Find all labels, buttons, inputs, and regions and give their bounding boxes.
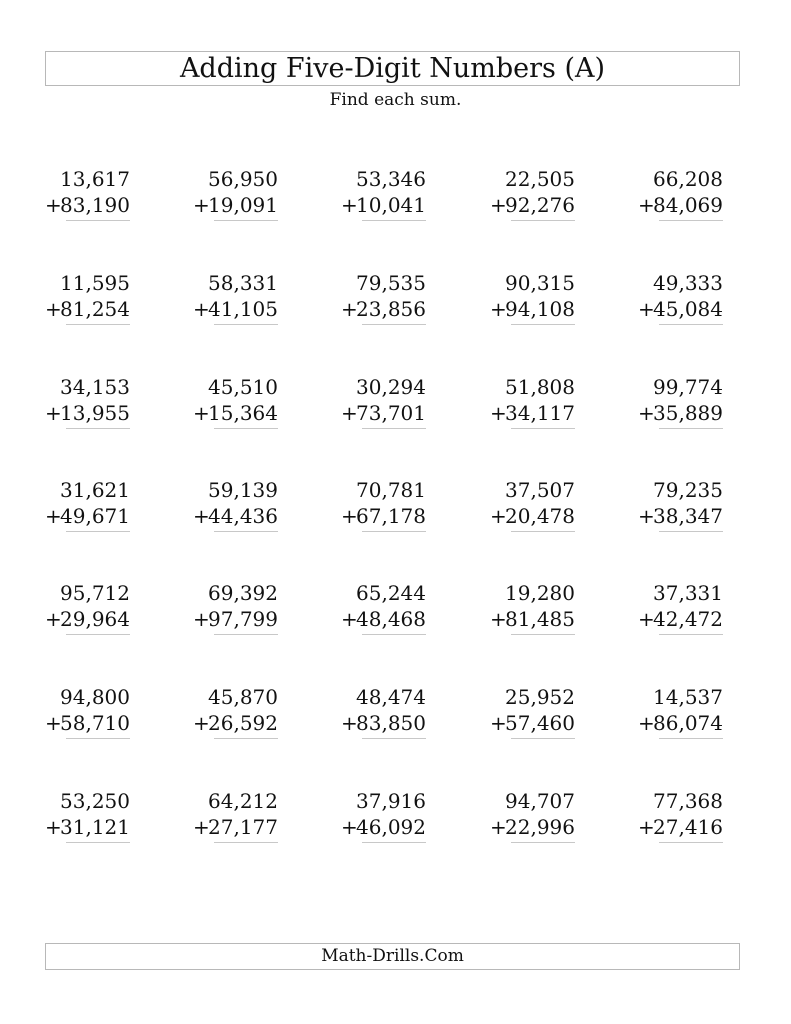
plus-sign: + [638,297,655,321]
addend-top: 13,617 [60,167,130,191]
addend-bottom: 10,041 [356,193,426,217]
addend-top: 59,139 [208,478,278,502]
addend-top: 22,505 [505,167,575,191]
addend-bottom: 27,416 [653,815,723,839]
addend-bottom: 81,485 [505,607,575,631]
answer-line [362,428,426,429]
addition-problem [148,477,278,557]
addend-bottom: 58,710 [60,711,130,735]
plus-sign: + [341,504,358,528]
addend-top: 94,800 [60,685,130,709]
footer-site: Math-Drills.Com [45,943,740,970]
addition-problem [296,166,426,246]
plus-sign: + [490,607,507,631]
addition-problem [0,477,130,557]
plus-sign: + [45,297,62,321]
addend-bottom: 26,592 [208,711,278,735]
plus-sign: + [193,504,210,528]
addend-bottom: 45,084 [653,297,723,321]
addend-bottom: 97,799 [208,607,278,631]
addend-top: 51,808 [505,375,575,399]
answer-line [362,738,426,739]
addend-bottom: 31,121 [60,815,130,839]
answer-line [659,531,723,532]
addend-top: 37,507 [505,478,575,502]
plus-sign: + [490,815,507,839]
addition-problem [445,580,575,660]
addition-problem [148,270,278,350]
addition-problem [296,270,426,350]
addend-bottom: 94,108 [505,297,575,321]
addend-top: 48,474 [356,685,426,709]
addend-top: 45,510 [208,375,278,399]
addend-top: 45,870 [208,685,278,709]
addend-bottom: 84,069 [653,193,723,217]
answer-line [66,634,130,635]
answer-line [659,842,723,843]
addition-problem [593,374,723,454]
answer-line [66,531,130,532]
addend-bottom: 48,468 [356,607,426,631]
answer-line [511,220,575,221]
answer-line [511,738,575,739]
addition-problem [593,477,723,557]
plus-sign: + [193,193,210,217]
addend-bottom: 73,701 [356,401,426,425]
plus-sign: + [193,711,210,735]
addend-top: 31,621 [60,478,130,502]
answer-line [511,531,575,532]
answer-line [66,428,130,429]
plus-sign: + [638,193,655,217]
addition-problem [0,788,130,868]
plus-sign: + [490,711,507,735]
plus-sign: + [638,401,655,425]
addition-problem [0,684,130,764]
addend-bottom: 38,347 [653,504,723,528]
addition-problem [296,477,426,557]
plus-sign: + [490,401,507,425]
addend-bottom: 34,117 [505,401,575,425]
answer-line [66,842,130,843]
addend-bottom: 29,964 [60,607,130,631]
plus-sign: + [193,607,210,631]
addend-bottom: 19,091 [208,193,278,217]
addend-bottom: 13,955 [60,401,130,425]
addition-problem [296,374,426,454]
addition-problem [593,788,723,868]
addition-problem [148,374,278,454]
plus-sign: + [193,297,210,321]
addend-bottom: 15,364 [208,401,278,425]
addition-problem [0,580,130,660]
addition-problem [445,684,575,764]
plus-sign: + [341,815,358,839]
addend-top: 37,331 [653,581,723,605]
addend-bottom: 27,177 [208,815,278,839]
addend-bottom: 92,276 [505,193,575,217]
addend-top: 70,781 [356,478,426,502]
addition-problem [148,166,278,246]
addend-bottom: 83,850 [356,711,426,735]
plus-sign: + [45,711,62,735]
answer-line [659,738,723,739]
addition-problem [593,166,723,246]
addend-top: 56,950 [208,167,278,191]
plus-sign: + [341,607,358,631]
plus-sign: + [638,711,655,735]
addend-top: 65,244 [356,581,426,605]
answer-line [362,220,426,221]
plus-sign: + [490,193,507,217]
addition-problem [0,270,130,350]
addend-bottom: 86,074 [653,711,723,735]
plus-sign: + [490,504,507,528]
addend-top: 30,294 [356,375,426,399]
answer-line [214,738,278,739]
answer-line [362,531,426,532]
answer-line [214,842,278,843]
answer-line [214,220,278,221]
answer-line [66,738,130,739]
answer-line [214,324,278,325]
addend-top: 19,280 [505,581,575,605]
addend-top: 49,333 [653,271,723,295]
addition-problem [148,580,278,660]
answer-line [511,428,575,429]
addition-problem [445,270,575,350]
addend-top: 14,537 [653,685,723,709]
addition-problem [445,166,575,246]
addition-problem [0,374,130,454]
plus-sign: + [341,711,358,735]
addend-bottom: 41,105 [208,297,278,321]
addend-top: 94,707 [505,789,575,813]
addition-problem [445,374,575,454]
answer-line [659,324,723,325]
answer-line [659,220,723,221]
addition-problem [296,684,426,764]
plus-sign: + [341,193,358,217]
answer-line [214,634,278,635]
addend-bottom: 20,478 [505,504,575,528]
addend-top: 25,952 [505,685,575,709]
plus-sign: + [45,815,62,839]
worksheet-title: Adding Five-Digit Numbers (A) [45,51,740,86]
addend-top: 58,331 [208,271,278,295]
addend-top: 99,774 [653,375,723,399]
addend-bottom: 23,856 [356,297,426,321]
plus-sign: + [490,297,507,321]
plus-sign: + [341,401,358,425]
addend-top: 53,346 [356,167,426,191]
answer-line [659,428,723,429]
answer-line [362,324,426,325]
addition-problem [148,684,278,764]
addition-problem [593,684,723,764]
worksheet-instructions: Find each sum. [329,90,462,110]
plus-sign: + [638,504,655,528]
addend-top: 69,392 [208,581,278,605]
addend-bottom: 83,190 [60,193,130,217]
addition-problem [0,166,130,246]
addend-top: 11,595 [60,271,130,295]
addend-top: 64,212 [208,789,278,813]
addend-top: 66,208 [653,167,723,191]
addend-top: 95,712 [60,581,130,605]
addition-problem [296,788,426,868]
addition-problem [593,270,723,350]
addend-bottom: 35,889 [653,401,723,425]
plus-sign: + [45,504,62,528]
answer-line [659,634,723,635]
answer-line [511,842,575,843]
addend-bottom: 67,178 [356,504,426,528]
addend-bottom: 57,460 [505,711,575,735]
addend-top: 79,535 [356,271,426,295]
addend-top: 53,250 [60,789,130,813]
answer-line [511,324,575,325]
plus-sign: + [45,607,62,631]
addend-bottom: 44,436 [208,504,278,528]
addition-problem [296,580,426,660]
answer-line [511,634,575,635]
addition-problem [445,788,575,868]
plus-sign: + [193,401,210,425]
plus-sign: + [638,815,655,839]
plus-sign: + [193,815,210,839]
plus-sign: + [341,297,358,321]
addend-bottom: 42,472 [653,607,723,631]
addition-problem [445,477,575,557]
addition-problem [148,788,278,868]
addend-bottom: 46,092 [356,815,426,839]
plus-sign: + [45,401,62,425]
addition-problem [593,580,723,660]
addend-bottom: 49,671 [60,504,130,528]
addend-top: 34,153 [60,375,130,399]
answer-line [362,634,426,635]
addend-bottom: 22,996 [505,815,575,839]
answer-line [66,324,130,325]
answer-line [214,531,278,532]
plus-sign: + [638,607,655,631]
addend-bottom: 81,254 [60,297,130,321]
addend-top: 37,916 [356,789,426,813]
answer-line [66,220,130,221]
answer-line [214,428,278,429]
addend-top: 77,368 [653,789,723,813]
answer-line [362,842,426,843]
addend-top: 90,315 [505,271,575,295]
addend-top: 79,235 [653,478,723,502]
plus-sign: + [45,193,62,217]
